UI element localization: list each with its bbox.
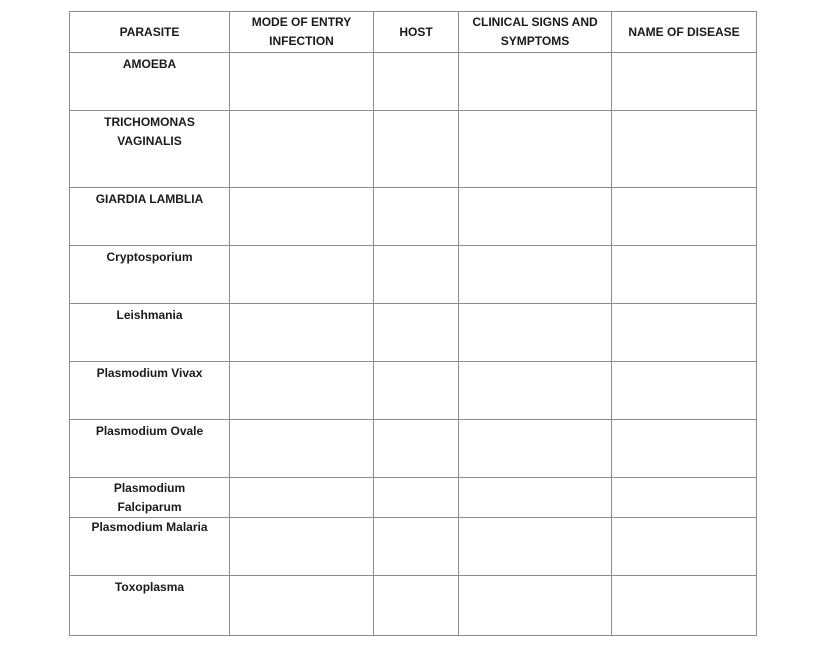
clinical-signs-cell[interactable]: [459, 478, 612, 518]
table-row: [70, 53, 757, 111]
mode-of-entry-cell[interactable]: [230, 362, 374, 420]
parasite-name: TRICHOMONAS: [104, 115, 195, 129]
disease-name-cell[interactable]: [612, 246, 757, 304]
parasite-name: AMOEBA: [122, 57, 177, 71]
table-row: [70, 576, 757, 636]
mode-of-entry-cell[interactable]: [230, 576, 374, 636]
clinical-signs-cell[interactable]: [459, 111, 612, 188]
table-row: [70, 304, 757, 362]
table-row: [70, 188, 757, 246]
disease-name-cell[interactable]: [612, 188, 757, 246]
parasite-worksheet: [69, 11, 756, 636]
mode-of-entry-cell[interactable]: [230, 246, 374, 304]
parasite-cell: [70, 53, 230, 111]
host-cell[interactable]: [374, 420, 459, 478]
parasite-name-line-2: Falciparum: [117, 500, 182, 514]
disease-name-cell[interactable]: [612, 518, 757, 576]
clinical-signs-cell[interactable]: [459, 188, 612, 246]
header-clinical-signs: [459, 12, 612, 53]
parasite-cell: [70, 576, 230, 636]
parasite-name: Plasmodium Ovale: [95, 424, 204, 438]
mode-of-entry-cell[interactable]: [230, 518, 374, 576]
mode-of-entry-cell[interactable]: [230, 304, 374, 362]
host-cell[interactable]: [374, 188, 459, 246]
host-cell[interactable]: [374, 111, 459, 188]
header-host: [374, 12, 459, 53]
parasite-name: Plasmodium: [113, 481, 186, 495]
parasite-name: GIARDIA LAMBLIA: [95, 192, 204, 206]
parasite-name: Plasmodium Vivax: [96, 366, 203, 380]
header-host-label: HOST: [399, 24, 433, 39]
table-row: [70, 518, 757, 576]
table-row: [70, 246, 757, 304]
host-cell[interactable]: [374, 246, 459, 304]
header-disease-label: NAME OF DISEASE: [628, 24, 740, 39]
mode-of-entry-cell[interactable]: [230, 188, 374, 246]
header-parasite: [70, 12, 230, 53]
header-clinical-line-2: SYMPTOMS: [500, 34, 570, 48]
parasite-cell: [70, 246, 230, 304]
host-cell[interactable]: [374, 576, 459, 636]
table-row: [70, 420, 757, 478]
disease-name-cell[interactable]: [612, 111, 757, 188]
disease-name-cell[interactable]: [612, 478, 757, 518]
disease-name-cell[interactable]: [612, 420, 757, 478]
header-mode-line-2: INFECTION: [269, 34, 334, 48]
mode-of-entry-cell[interactable]: [230, 478, 374, 518]
mode-of-entry-cell[interactable]: [230, 420, 374, 478]
clinical-signs-cell[interactable]: [459, 576, 612, 636]
header-clinical-line-1: CLINICAL SIGNS AND: [472, 15, 598, 29]
disease-name-cell[interactable]: [612, 362, 757, 420]
header-parasite-label: PARASITE: [119, 24, 180, 39]
disease-name-cell[interactable]: [612, 53, 757, 111]
header-mode-of-entry: [230, 12, 374, 53]
parasite-cell: [70, 478, 230, 518]
parasite-cell: [70, 518, 230, 576]
disease-name-cell[interactable]: [612, 304, 757, 362]
parasite-name: Toxoplasma: [114, 580, 185, 594]
mode-of-entry-cell[interactable]: [230, 53, 374, 111]
parasite-cell: [70, 304, 230, 362]
parasite-name-line-2: VAGINALIS: [117, 134, 182, 148]
host-cell[interactable]: [374, 304, 459, 362]
clinical-signs-cell[interactable]: [459, 420, 612, 478]
parasite-name: Cryptosporium: [106, 250, 193, 264]
host-cell[interactable]: [374, 518, 459, 576]
parasite-cell: [70, 111, 230, 188]
parasite-cell: [70, 420, 230, 478]
parasite-cell: [70, 362, 230, 420]
table-row: [70, 362, 757, 420]
host-cell[interactable]: [374, 362, 459, 420]
clinical-signs-cell[interactable]: [459, 53, 612, 111]
table-row: [70, 111, 757, 188]
host-cell[interactable]: [374, 53, 459, 111]
mode-of-entry-cell[interactable]: [230, 111, 374, 188]
header-mode-line-1: MODE OF ENTRY: [251, 15, 352, 29]
parasite-name: Leishmania: [116, 308, 183, 322]
clinical-signs-cell[interactable]: [459, 246, 612, 304]
clinical-signs-cell[interactable]: [459, 304, 612, 362]
parasite-cell: [70, 188, 230, 246]
clinical-signs-cell[interactable]: [459, 518, 612, 576]
header-row: [70, 12, 757, 53]
header-disease: [612, 12, 757, 53]
parasite-table: [69, 11, 757, 636]
clinical-signs-cell[interactable]: [459, 362, 612, 420]
disease-name-cell[interactable]: [612, 576, 757, 636]
table-row: [70, 478, 757, 518]
parasite-name: Plasmodium Malaria: [91, 520, 208, 534]
host-cell[interactable]: [374, 478, 459, 518]
